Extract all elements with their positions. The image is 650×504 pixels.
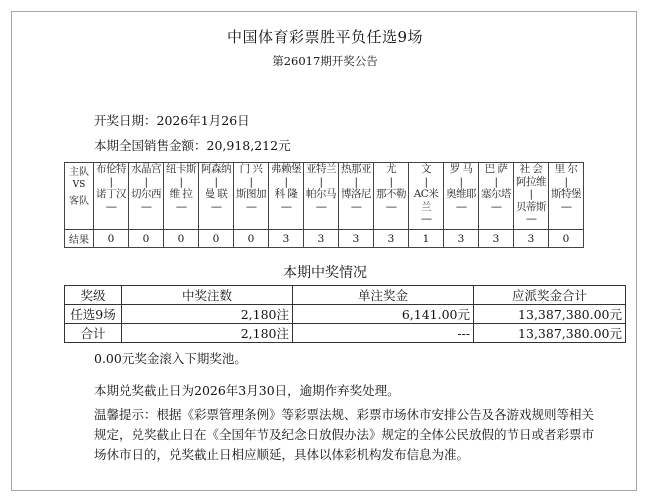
vs-separator: | — [144, 175, 148, 188]
home-team: 文 — [421, 163, 431, 175]
match-column — [374, 163, 409, 230]
away-team: 诺丁汉 — [96, 188, 126, 200]
match-result: 3 — [304, 230, 339, 248]
total-label: 合计 — [65, 324, 122, 343]
vs-separator: | — [109, 175, 113, 188]
match-column — [199, 163, 234, 230]
header-level: 奖级 — [65, 286, 122, 305]
match-table — [64, 162, 584, 248]
prize-header-row — [65, 286, 626, 305]
away-team: 帕尔马 — [306, 188, 336, 200]
winner-count: 2,180注 — [122, 305, 293, 324]
match-result: 0 — [94, 230, 129, 248]
match-result: 3 — [514, 230, 549, 248]
match-column — [129, 163, 164, 230]
row-labels — [65, 163, 94, 230]
match-column — [479, 163, 514, 230]
match-result: 0 — [549, 230, 584, 248]
away-team: 斯特堡 — [551, 188, 581, 200]
total-amount: 13,387,380.00元 — [474, 324, 626, 343]
draw-date: 开奖日期：2026年1月26日 — [94, 113, 250, 128]
match-result: 3 — [444, 230, 479, 248]
header-total: 应派奖金合计 — [474, 286, 626, 305]
dash-separator: ---- — [140, 200, 152, 213]
away-team: 曼 联 — [204, 188, 228, 200]
match-column — [94, 163, 129, 230]
result-row-label: 结果 — [65, 230, 94, 248]
total-count: 2,180注 — [122, 324, 293, 343]
prize-row — [65, 305, 626, 324]
home-team: 巴 萨 — [484, 163, 508, 175]
match-result: 3 — [339, 230, 374, 248]
home-team: 社 会 阿拉维 — [516, 163, 546, 188]
away-team: 科 隆 — [274, 188, 298, 200]
vs-separator: | — [424, 175, 428, 188]
issue-subtitle: 第26017期开奖公告 — [272, 54, 378, 68]
header-unit-prize: 单注奖金 — [293, 286, 474, 305]
dash-separator: ---- — [420, 213, 432, 225]
prize-table — [64, 285, 626, 343]
away-team: 奥维耶 — [446, 188, 476, 200]
match-column — [514, 163, 549, 230]
away-team: 塞尔塔 — [481, 188, 511, 200]
vs-separator: | — [249, 175, 253, 188]
deadline-text: 本期兑奖截止日为2026年3月30日，逾期作弃奖处理。 — [94, 383, 400, 398]
home-team: 纽卡斯 — [166, 163, 196, 175]
away-team: 切尔西 — [131, 188, 161, 200]
match-column — [444, 163, 479, 230]
home-team: 热那亚 — [341, 163, 371, 175]
vs-separator: | — [354, 175, 358, 188]
match-result: 3 — [479, 230, 514, 248]
vs-separator: | — [214, 175, 218, 188]
vs-separator: | — [494, 175, 498, 188]
match-teams-row — [65, 163, 584, 230]
vs-separator: | — [284, 175, 288, 188]
away-team: AC米兰 — [413, 188, 439, 213]
match-result: 0 — [199, 230, 234, 248]
match-column — [409, 163, 444, 230]
home-team: 水晶宫 — [131, 163, 161, 175]
header-count: 中奖注数 — [122, 286, 293, 305]
home-team: 罗 马 — [449, 163, 473, 175]
match-column — [304, 163, 339, 230]
match-column — [269, 163, 304, 230]
match-result: 3 — [374, 230, 409, 248]
unit-prize: 6,141.00元 — [293, 305, 474, 324]
home-team: 布伦特 — [96, 163, 126, 175]
dash-separator: ---- — [560, 200, 572, 213]
page-title: 中国体育彩票胜平负任选9场 — [226, 28, 424, 46]
total-prize: 13,387,380.00元 — [474, 305, 626, 324]
match-result: 0 — [234, 230, 269, 248]
home-team: 里 尔 — [554, 163, 578, 175]
home-row-label: 主队 — [69, 167, 89, 178]
away-team: 博洛尼 — [341, 188, 371, 200]
match-result: 0 — [129, 230, 164, 248]
match-column — [339, 163, 374, 230]
match-column — [234, 163, 269, 230]
vs-separator: | — [459, 175, 463, 188]
dash-separator: ---- — [175, 200, 187, 213]
dash-separator: ---- — [210, 200, 222, 213]
match-result: 0 — [164, 230, 199, 248]
rollover-text: 0.00元奖金滚入下期奖池。 — [94, 351, 247, 366]
sales-amount: 本期全国销售金额：20,918,212元 — [94, 138, 291, 153]
away-row-label: 客队 — [69, 196, 89, 207]
vs-row-label: VS — [72, 180, 86, 190]
home-team: 门 兴 — [239, 163, 263, 175]
home-team: 弗赖堡 — [271, 163, 301, 175]
match-result: 1 — [409, 230, 444, 248]
dash-separator: ---- — [315, 200, 327, 213]
dash-separator: ---- — [455, 200, 467, 213]
match-column — [164, 163, 199, 230]
match-results-row — [65, 230, 584, 248]
dash-separator: ---- — [350, 200, 362, 213]
vs-separator: | — [389, 175, 393, 188]
notice-text: 温馨提示：根据《彩票管理条例》等彩票法规、彩票市场休市安排公告及各游戏规则等相关规定，兑奖截止日在《全国年节及纪念日放假办法》规定的全体公民放假的节日或者彩票市场休市日的，兑奖截止日相应顺延，具体以体彩机构发布信息为准。 — [94, 407, 595, 462]
prize-total-row — [65, 324, 626, 343]
home-team: 尤 — [386, 163, 396, 175]
match-result: 3 — [269, 230, 304, 248]
dash-separator: ---- — [245, 200, 257, 213]
vs-separator: | — [529, 188, 533, 200]
away-team: 斯图加 — [236, 188, 266, 200]
away-team: 那不勒 — [376, 188, 406, 200]
prize-heading: 本期中奖情况 — [283, 265, 367, 281]
vs-separator: | — [319, 175, 323, 188]
home-team: 阿森纳 — [201, 163, 231, 175]
match-column — [549, 163, 584, 230]
prize-level: 任选9场 — [65, 305, 122, 324]
away-team: 维 拉 — [169, 188, 193, 200]
vs-separator: | — [179, 175, 183, 188]
dash-separator: ---- — [105, 200, 117, 213]
dash-separator: ---- — [490, 200, 502, 213]
dash-separator: ---- — [385, 200, 397, 213]
vs-separator: | — [564, 175, 568, 188]
away-team: 贝蒂斯 — [516, 200, 546, 213]
dash-separator: ---- — [525, 213, 537, 225]
total-unit-prize: --- — [293, 324, 474, 343]
home-team: 亚特兰 — [306, 163, 336, 175]
dash-separator: ---- — [280, 200, 292, 213]
